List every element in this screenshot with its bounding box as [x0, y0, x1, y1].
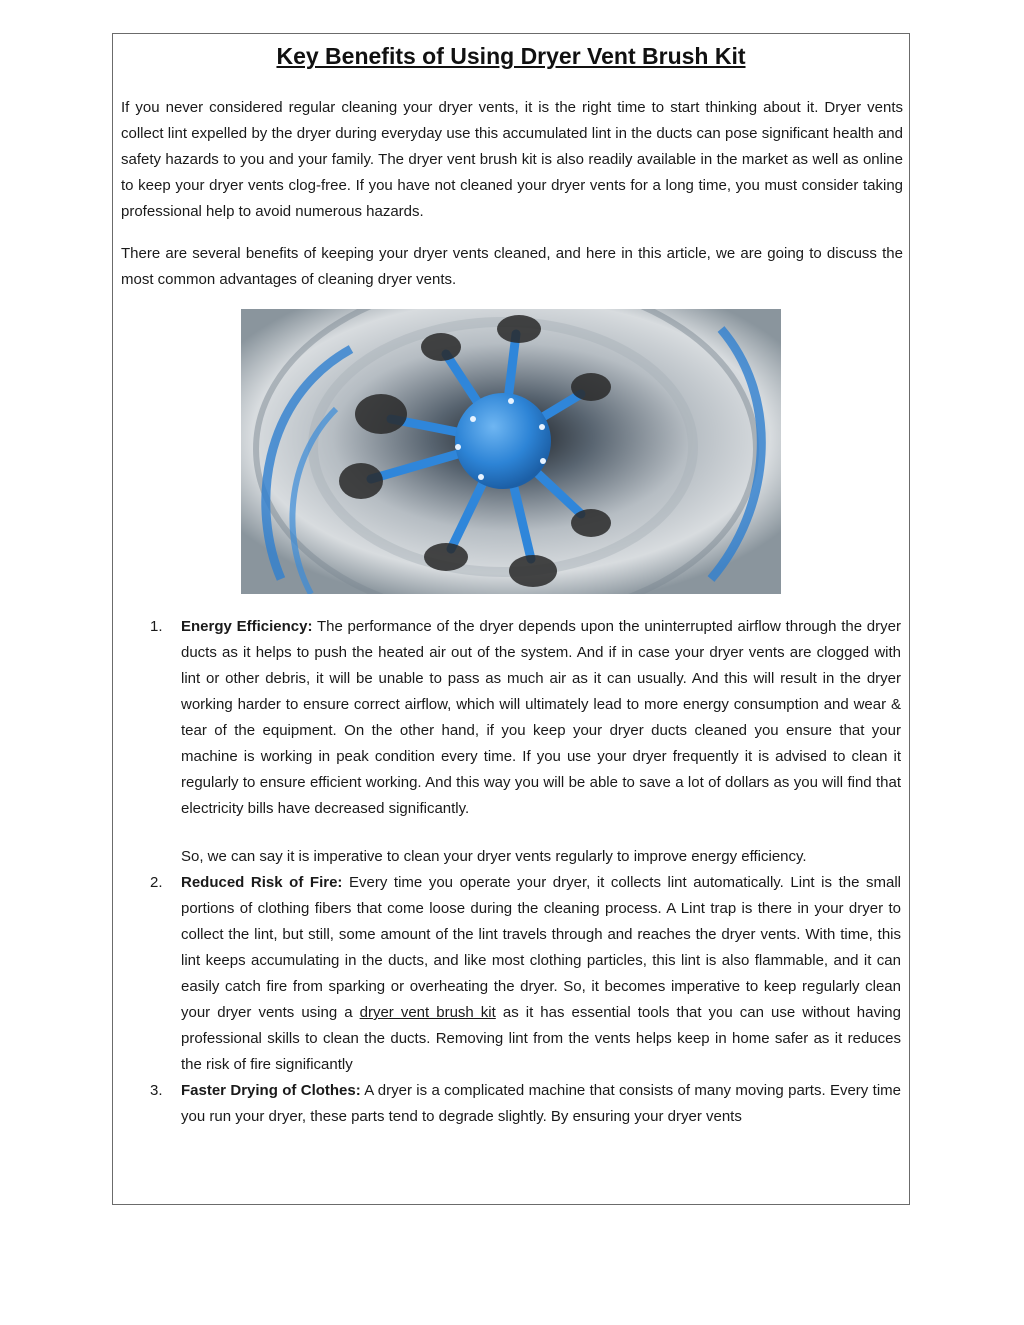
- brush-illustration: [241, 309, 781, 594]
- benefit-heading: Reduced Risk of Fire:: [181, 874, 343, 891]
- dryer-vent-brush-photo: [241, 309, 781, 594]
- benefit-closing: So, we can say it is imperative to clean your dryer vents regularly to improve energy efficiency.: [181, 848, 807, 865]
- list-item: [113, 870, 909, 1078]
- page-title: Key Benefits of Using Dryer Vent Brush Kit: [276, 43, 746, 69]
- benefit-text: The performance of the dryer depends upon the uninterrupted airflow through the dryer ducts as it helps to push the heated air out of the system. And if in case your dryer vents are clogged with lint or other debris, it will be unable to pass as much air as it can usually. And this will result in the dryer working harder to ensure correct airflow, which will ultimately lead to more energy consumption and wear & tear of the equipment. On the other hand, if you keep your dryer ducts cleaned you ensure that your machine is working in peak condition every time. If you use your dryer frequently it is advised to clean it regularly to ensure efficient working. And this way you will be able to save a lot of dollars as you will find that electricity bills have decreased significantly.: [181, 618, 901, 817]
- benefit-text-after-link: as it has essential tools that you can use without having professional skills to clean the ducts. Removing lint from the vents helps keep in home safer as it reduces the risk of fire significantly: [181, 1004, 901, 1073]
- list-item: [113, 614, 909, 870]
- benefit-text: A dryer is a complicated machine that consists of many moving parts. Every time you run your dryer, these parts tend to degrade slightly. By ensuring your dryer vents: [181, 1082, 901, 1125]
- intro-paragraph: There are several benefits of keeping your dryer vents cleaned, and here in this article, we are going to discuss the most common advantages of cleaning dryer vents.: [121, 245, 903, 288]
- benefit-heading: Faster Drying of Clothes:: [181, 1082, 361, 1099]
- benefit-heading: Energy Efficiency:: [181, 618, 313, 635]
- list-number: 3.: [150, 1082, 163, 1099]
- list-number: 2.: [150, 874, 163, 891]
- list-number: 1.: [150, 618, 163, 635]
- list-item: [113, 1078, 909, 1130]
- dryer-vent-brush-kit-link[interactable]: dryer vent brush kit: [359, 1004, 496, 1021]
- benefits-list: [113, 614, 909, 1130]
- page-frame: [112, 33, 910, 1205]
- intro-paragraph: If you never considered regular cleaning your dryer vents, it is the right time to start thinking about it. Dryer vents collect lint expelled by the dryer during everyday use this accumulated lint in the ducts can pose significant health and safety hazards to you and your family. The dryer vent brush kit is also readily available in the market as well as online to keep your dryer vents clog-free. If you have not cleaned your dryer vents for a long time, you must consider taking professional help to avoid numerous hazards.: [121, 99, 903, 220]
- benefit-text: Every time you operate your dryer, it collects lint automatically. Lint is the small portions of clothing fibers that come loose during the cleaning process. A Lint trap is there in your dryer to collect the lint, but still, some amount of the lint travels through and reaches the dryer vents. With time, this lint keeps accumulating in the ducts, and like most clothing particles, this lint is also flammable, and it can easily catch fire from sparking or overheating the dryer. So, it becomes imperative to keep regularly clean your dryer vents using a: [181, 874, 902, 1021]
